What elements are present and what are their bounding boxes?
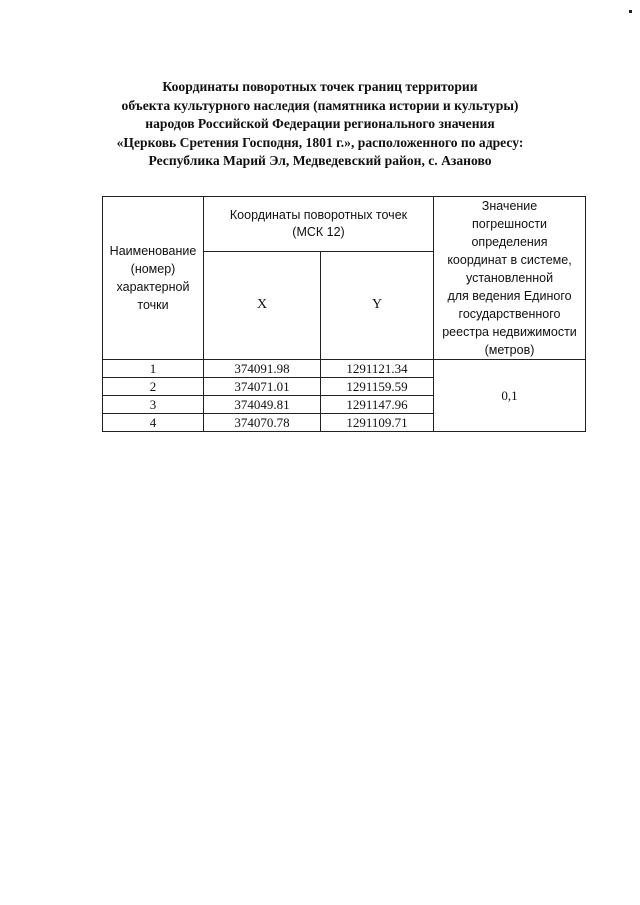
header-x: X bbox=[204, 251, 321, 359]
y-value: 1291159.59 bbox=[321, 378, 434, 396]
header-y: Y bbox=[321, 251, 434, 359]
title-line: народов Российской Федерации регионального значения bbox=[145, 116, 495, 131]
coordinates-table bbox=[102, 196, 586, 432]
x-value: 374049.81 bbox=[204, 396, 321, 414]
corner-mark bbox=[629, 10, 632, 13]
x-value: 374070.78 bbox=[204, 414, 321, 432]
y-value: 1291109.71 bbox=[321, 414, 434, 432]
point-number: 4 bbox=[103, 414, 204, 432]
point-number: 2 bbox=[103, 378, 204, 396]
point-number: 3 bbox=[103, 396, 204, 414]
header-error: Значение погрешности определения координат в системе, установленной для ведения Единого государственного реестра недвижимости (метров) bbox=[434, 197, 586, 360]
title-line: объекта культурного наследия (памятника истории и культуры) bbox=[121, 97, 519, 113]
header-coordinates: Координаты поворотных точек (МСК 12) bbox=[204, 197, 434, 252]
table-row bbox=[103, 360, 586, 378]
title-line: Республика Марий Эл, Медведевский район, с. Азаново bbox=[148, 153, 492, 168]
header-point-name: Наименование (номер) характерной точки bbox=[103, 197, 204, 360]
title-line: «Церковь Сретения Господня, 1801 г.», расположенного по адресу: bbox=[116, 134, 524, 150]
title-line: Координаты поворотных точек границ территории bbox=[162, 79, 478, 94]
point-number: 1 bbox=[103, 360, 204, 378]
document-title bbox=[60, 78, 580, 171]
y-value: 1291147.96 bbox=[321, 396, 434, 414]
x-value: 374071.01 bbox=[204, 378, 321, 396]
y-value: 1291121.34 bbox=[321, 360, 434, 378]
x-value: 374091.98 bbox=[204, 360, 321, 378]
error-value: 0,1 bbox=[434, 360, 586, 432]
